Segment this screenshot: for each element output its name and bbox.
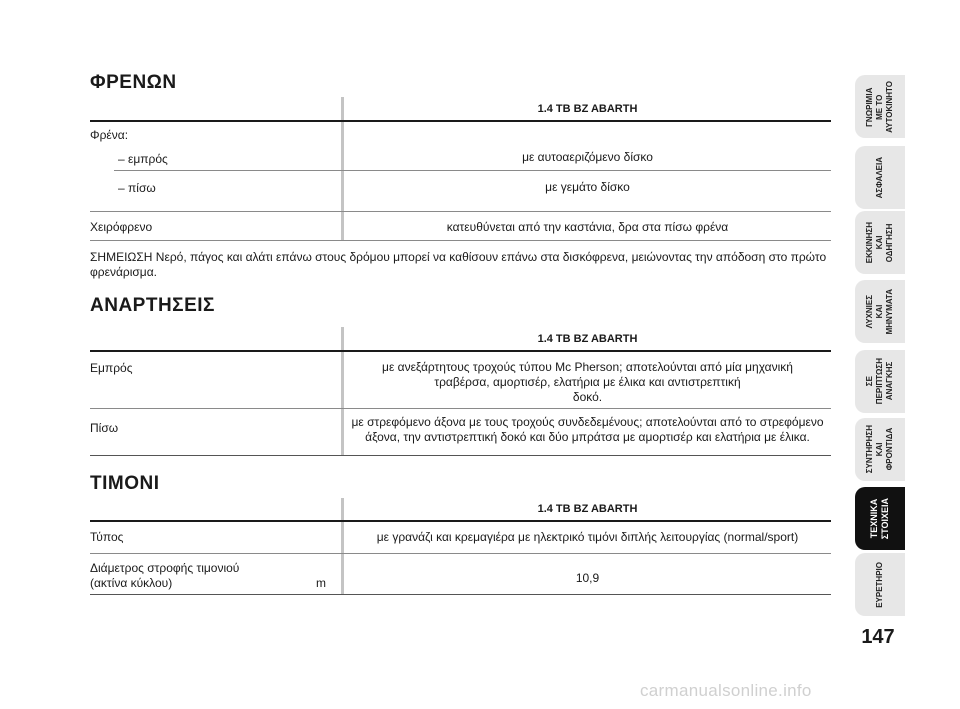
steering-type-rule: [90, 553, 831, 554]
steering-header-rule: [90, 520, 831, 522]
tab-warning-lights[interactable]: [855, 280, 905, 343]
tab-label: ΓΝΩΡΙΜΙΑ ΜΕ ΤΟ ΑΥΤΟΚΙΝΗΤΟ: [865, 80, 894, 133]
suspension-front-rule: [90, 408, 831, 409]
steering-end-rule: [90, 594, 831, 595]
suspension-front-value-line3: δοκό.: [572, 390, 603, 404]
suspension-front-label: Εμπρός: [90, 361, 133, 375]
suspension-section-title: ΑΝΑΡΤΗΣΕΙΣ: [90, 295, 215, 316]
handbrake-value: κατευθύνεται από την καστάνια, δρα στα πίσω φρένα: [446, 220, 729, 234]
tab-starting-and-driving[interactable]: [855, 211, 905, 274]
tab-getting-to-know-car[interactable]: [855, 75, 905, 138]
steering-type-label: Τύπος: [90, 530, 124, 544]
brakes-column-header: 1.4 TB BZ ABARTH: [537, 103, 638, 115]
steering-diameter-label-line1: Διάμετρος στροφής τιμονιού: [90, 561, 240, 575]
brakes-rear-label: – πίσω: [118, 181, 156, 195]
tab-label: ΑΣΦΑΛΕΙΑ: [875, 156, 884, 199]
tab-label: ΕΚΚΙΝΗΣΗ ΚΑΙ ΟΔΗΓΗΣΗ: [865, 221, 894, 264]
brakes-front-rule: [114, 170, 831, 171]
tab-maintenance-and-care[interactable]: [855, 418, 905, 481]
tab-label: ΣΕ ΠΕΡΙΠΤΩΣΗ ΑΝΑΓΚΗΣ: [865, 358, 894, 405]
brakes-note: ΣΗΜΕΙΩΣΗ Νερό, πάγος και αλάτι επάνω στους δρόμου μπορεί να καθίσουν επάνω στα δισκόφρενα, μειώνοντας την απόδοση στο πρώτο φρενάρισμα.: [90, 250, 827, 279]
brakes-header-rule: [90, 120, 831, 122]
tab-index[interactable]: [855, 553, 905, 616]
brakes-section-title: ΦΡΕΝΩΝ: [90, 72, 177, 93]
brakes-rear-rule: [90, 211, 831, 212]
tab-safety[interactable]: [855, 146, 905, 209]
steering-type-value: με γρανάζι και κρεμαγιέρα με ηλεκτρικό τιμόνι διπλής λειτουργίας (normal/sport): [376, 530, 799, 544]
brakes-rear-value: με γεμάτο δίσκο: [545, 180, 630, 194]
brakes-front-value: με αυτοαεριζόμενο δίσκο: [522, 150, 653, 164]
steering-column-header: 1.4 TB BZ ABARTH: [537, 503, 638, 515]
steering-diameter-unit: m: [316, 576, 326, 590]
tab-label: ΕΥΡΕΤΗΡΙΟ: [875, 561, 884, 608]
steering-diameter-value: 10,9: [575, 571, 600, 585]
page-number: 147: [861, 626, 895, 648]
suspension-header-rule: [90, 350, 831, 352]
suspension-rear-value-line1: με στρεφόμενο άξονα με τους τροχούς συνδεδεμένους; αποτελούνται από το στρεφόμενο: [351, 415, 824, 429]
suspension-rear-label: Πίσω: [90, 421, 119, 435]
suspension-rear-value-line2: άξονα, την αντιστρεπτική δοκό και δύο μπράτσα με αμορτισέρ και ελατήρια με έλικα.: [365, 430, 810, 444]
tab-technical-data[interactable]: [855, 487, 905, 550]
tab-label: ΛΥΧΝΙΕΣ ΚΑΙ ΜΗΝΥΜΑΤΑ: [865, 288, 894, 335]
steering-section-title: ΤΙΜΟΝΙ: [90, 473, 160, 494]
brakes-group-label: Φρένα:: [90, 128, 129, 142]
brakes-front-label: – εμπρός: [118, 152, 168, 166]
tab-label: ΣΥΝΤΗΡΗΣΗ ΚΑΙ ΦΡΟΝΤΙΔΑ: [865, 425, 894, 474]
suspension-front-value-line2: τραβέρσα, αμορτισέρ, ελατήρια με έλικα και αντιστρεπτική: [434, 375, 741, 389]
steering-diameter-label-line2: (ακτίνα κύκλου): [90, 576, 173, 590]
suspension-front-value-line1: με ανεξάρτητους τροχούς τύπου Mc Pherson; αποτελούνται από μία μηχανική: [382, 360, 793, 374]
tab-label: ΤΕΧΝΙΚΑ ΣΤΟΙΧΕΙΑ: [869, 497, 890, 540]
suspension-end-rule: [90, 455, 831, 456]
handbrake-rule: [90, 240, 831, 241]
handbrake-label: Χειρόφρενο: [90, 220, 153, 234]
suspension-column-header: 1.4 TB BZ ABARTH: [537, 333, 638, 345]
watermark: carmanualsonline.info: [640, 681, 812, 700]
tab-emergency[interactable]: [855, 350, 905, 413]
